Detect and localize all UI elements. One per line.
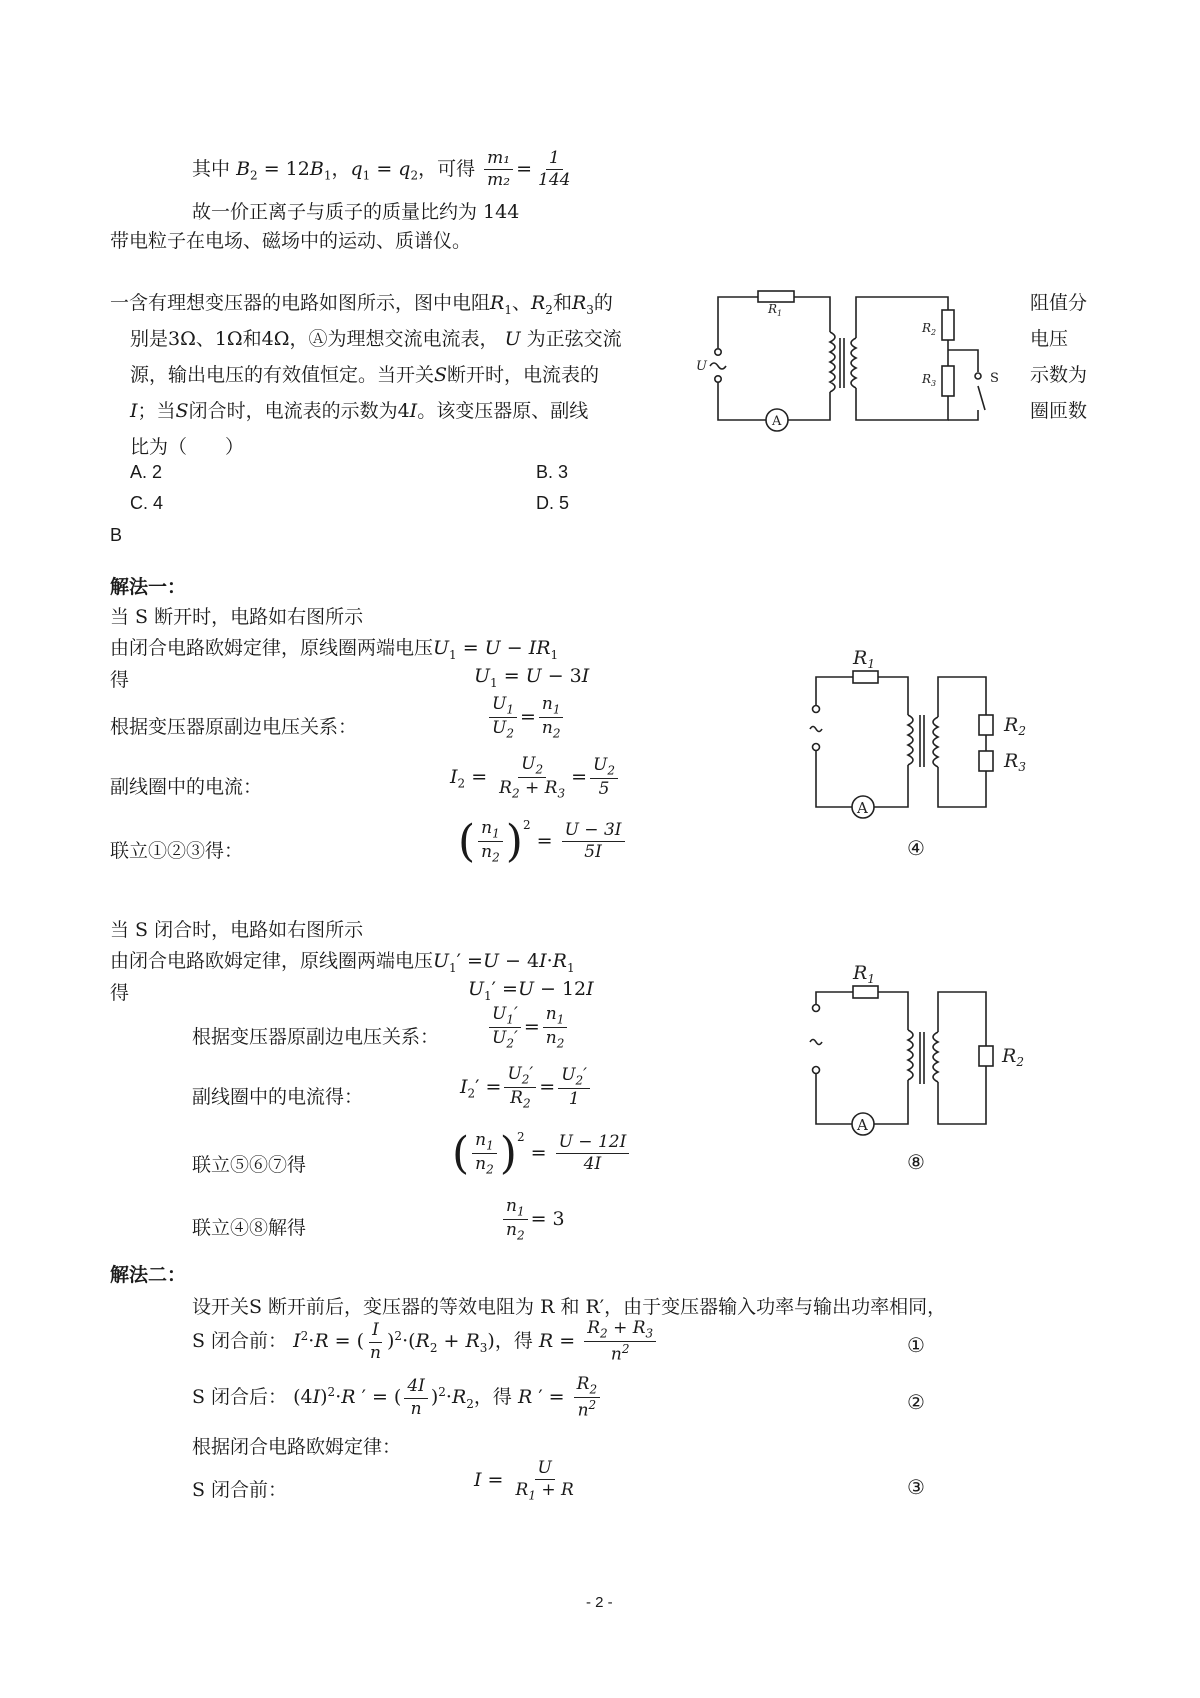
answer: B bbox=[110, 525, 123, 545]
option-d: D. 5 bbox=[536, 493, 570, 513]
circuit-open-diagram bbox=[808, 645, 1048, 825]
method1-ratio-eq2: $\frac{U_1'}{U_2'}$ = $\frac{n_1}{n_2}$ bbox=[486, 1004, 570, 1052]
q-r2-label: $R_2$ bbox=[922, 321, 937, 337]
method1-close-ohm: 由闭合电路欧姆定律，原线圈两端电压$U_1' =U - 4I\cdot R_1$ bbox=[110, 950, 575, 975]
q-r1-label: $R_1$ bbox=[768, 302, 783, 318]
question-right-4: 圈匝数 bbox=[1030, 400, 1088, 422]
c4-r3-label: $R_3$ bbox=[1004, 750, 1026, 774]
question-line1: 一含有理想变压器的电路如图所示，图中电阻$R_1$、$R_2$和$R_3$的 bbox=[110, 292, 613, 317]
method1-combine3: 联立④⑧解得 bbox=[192, 1217, 307, 1239]
method1-cur-eq2: $I_2'$ = $\frac{U_2'}{R_2}$ = $\frac{U_2'}{1}$ bbox=[460, 1064, 593, 1112]
mass-ratio-fraction: $\frac{\text{m₁}}{\text{m₂}}$ bbox=[484, 148, 513, 192]
method1-u1p-eq: $U_1' =U - 12I$ bbox=[468, 978, 594, 1003]
question-line5: 比为（ ） bbox=[130, 436, 245, 458]
method1-ratio-label: 根据变压器原副边电压关系： bbox=[110, 716, 358, 738]
question-right-2: 电压 bbox=[1030, 328, 1069, 350]
method2-ohm: 根据闭合电路欧姆定律： bbox=[192, 1436, 402, 1458]
method1-u1-eq: $U_1 = U - 3I$ bbox=[474, 665, 590, 690]
method1-combine2-eq: ( $\frac{n_1}{n_2}$ ) $^2$ = $\frac{U - 12I}{4I}$ bbox=[452, 1130, 632, 1178]
method1-combine2: 联立⑤⑥⑦得 bbox=[192, 1154, 307, 1176]
method2-intro: 设开关S 断开前后，变压器的等效电阻为 R 和 R′，由于变压器输入功率与输出功率相同， bbox=[192, 1296, 947, 1318]
circuit-closed-diagram bbox=[808, 962, 1048, 1142]
option-c: C. 4 bbox=[130, 493, 164, 513]
q-ammeter-label: A bbox=[772, 414, 782, 429]
question-line4: I；当S闭合时，电流表的示数为4I。该变压器原、副线 bbox=[130, 400, 589, 422]
option-a: A. 2 bbox=[130, 462, 163, 482]
method1-de1: 得 bbox=[110, 669, 130, 691]
method1-combine1: 联立①②③得： bbox=[110, 840, 244, 862]
q-r3-label: $R_3$ bbox=[922, 372, 937, 388]
method1-cur-eq: $I_2$ = $\frac{U_2}{R_2 + R_3}$ = $\frac{U_2}{5}$ bbox=[450, 754, 621, 802]
c8-r1-label: $R_1$ bbox=[853, 962, 875, 986]
question-right-1: 阻值分 bbox=[1030, 292, 1088, 314]
method2-after-eq: S 闭合后： $(4I)^2\cdot R$ ′ = ( $\frac{4I}{n}$ )$^2\cdot R_2$，得 R ′ = $\frac{R_2}{n^2}$ bbox=[192, 1374, 603, 1422]
method2-before-eq: S 闭合前： $I^2\cdot R$ = ( $\frac{I}{n}$ )$^2\cdot(R_2 + R_3)$，得 R = $\frac{R_2 + R_3}{n^2}$ bbox=[192, 1318, 659, 1366]
prev-line2: 故一价正离子与质子的质量比约为 144 bbox=[192, 201, 520, 223]
method1-ratio-eq: $\frac{U_1}{U_2}$ = $\frac{n_1}{n_2}$ bbox=[486, 694, 566, 742]
question-line3: 源，输出电压的有效值恒定。当开关S断开时，电流表的 bbox=[130, 364, 600, 386]
question-line2: 别是3Ω、1Ω和4Ω，Ⓐ为理想交流电流表， U 为正弦交流 bbox=[130, 328, 622, 350]
method1-close-intro: 当 S 闭合时，电路如右图所示 bbox=[110, 919, 364, 941]
method1-combine3-eq: $\frac{n_1}{n_2}$ = 3 bbox=[500, 1196, 565, 1244]
c4-ammeter-label: A bbox=[857, 799, 868, 817]
method2-mark1: ① bbox=[907, 1333, 925, 1357]
method1-de2: 得 bbox=[110, 982, 130, 1004]
method2-current-eq: I = $\frac{U}{R_1 + R}$ bbox=[474, 1458, 574, 1503]
prev-line1: 其中 $B_2 = 12B_1$，$q_1 = q_2$，可得 $\frac{\text{m₁}}{\text{m₂}}$ = $\frac{1}{144}$ bbox=[192, 148, 576, 192]
question-right-3: 示数为 bbox=[1030, 364, 1088, 386]
q-u-label: U bbox=[696, 359, 707, 374]
method2-before2: S 闭合前： bbox=[192, 1479, 288, 1501]
ratio-value-fraction: $\frac{1}{144}$ bbox=[538, 148, 571, 191]
method1-title: 解法一： bbox=[110, 576, 187, 598]
method2-mark3: ③ bbox=[907, 1475, 925, 1499]
method1-open-intro: 当 S 断开时，电路如右图所示 bbox=[110, 606, 364, 628]
question-circuit-diagram bbox=[690, 280, 1020, 450]
prev-line3: 带电粒子在电场、磁场中的运动、质谱仪。 bbox=[110, 230, 472, 252]
c4-r2-label: $R_2$ bbox=[1004, 714, 1026, 738]
mark-8: ⑧ bbox=[907, 1150, 925, 1174]
c8-r2-label: $R_2$ bbox=[1002, 1045, 1024, 1069]
c4-r1-label: $R_1$ bbox=[853, 647, 875, 671]
q-s-label: S bbox=[990, 371, 999, 386]
option-b: B. 3 bbox=[536, 462, 569, 482]
method1-cur-label: 副线圈中的电流： bbox=[110, 776, 263, 798]
method1-ratio-label2: 根据变压器原副边电压关系： bbox=[192, 1026, 440, 1048]
mark-4: ④ bbox=[907, 836, 925, 860]
method2-mark2: ② bbox=[907, 1390, 925, 1414]
method2-title: 解法二： bbox=[110, 1264, 187, 1286]
method1-combine1-eq: ( $\frac{n_1}{n_2}$ ) $^2$ = $\frac{U - 3I}{5I}$ bbox=[458, 818, 628, 866]
method1-open-ohm: 由闭合电路欧姆定律，原线圈两端电压$U_1 = U - IR_1$ bbox=[110, 637, 559, 662]
page-number: - 2 - bbox=[586, 1594, 613, 1611]
c8-ammeter-label: A bbox=[857, 1116, 868, 1134]
method1-cur-label2: 副线圈中的电流得： bbox=[192, 1086, 364, 1108]
